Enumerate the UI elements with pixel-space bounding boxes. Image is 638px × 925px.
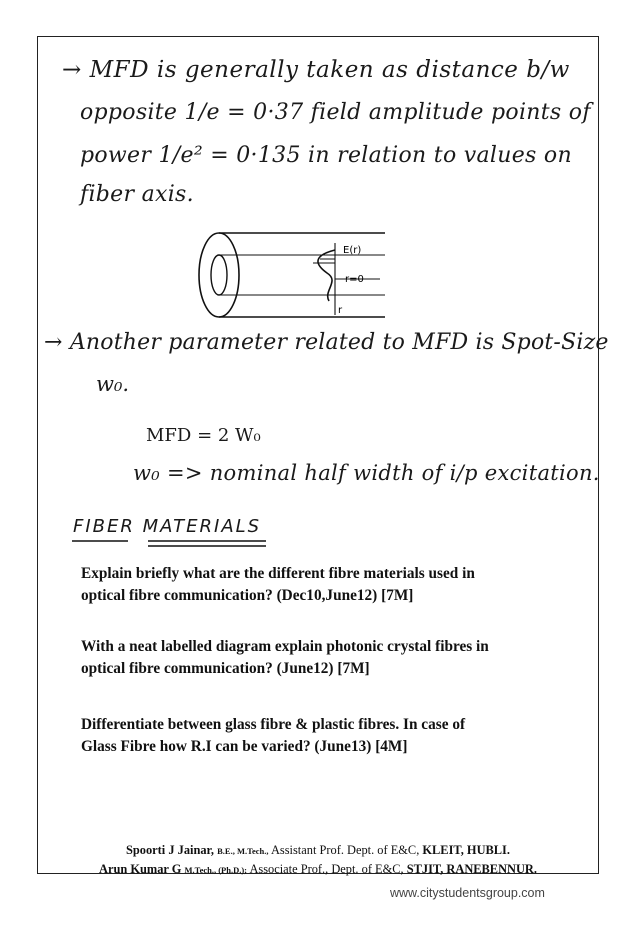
note-line-7: MFD = 2 W₀ [146, 425, 261, 446]
note-line-6: w₀. [96, 372, 130, 396]
footer-author-2 [37, 862, 599, 877]
author1-quals: B.E., M.Tech., [217, 846, 269, 856]
website-link[interactable]: www.citystudentsgroup.com [390, 886, 545, 900]
question-2: With a neat labelled diagram explain photonic crystal fibres in optical fibre communication? (June12) [7M] [81, 638, 489, 677]
author1-role: Assistant Prof. Dept. of E&C, [270, 843, 420, 857]
section-underline [70, 538, 270, 550]
fiber-end-outer [199, 233, 239, 317]
note-line-5: → Another parameter related to MFD is Spot-Size [44, 330, 609, 355]
fiber-end-inner [211, 255, 227, 295]
section-title: FIBER MATERIALS [73, 516, 262, 537]
question-1: Explain briefly what are the different fibre materials used in optical fibre communication? (Dec10,June12) [7M] [81, 565, 475, 604]
note-line-4: fiber axis. [80, 182, 194, 207]
note-line-1: → MFD is generally taken as distance b/w [62, 57, 570, 83]
author1-inst: KLEIT, HUBLI. [422, 843, 510, 857]
note-line-8: w₀ => nominal half width of i/p excitation. [133, 461, 600, 485]
note-line-2: opposite 1/e = 0·37 field amplitude points of [80, 100, 591, 125]
question-3: Differentiate between glass fibre & plastic fibres. In case of Glass Fibre how R.I can be varied? (June13) [4M] [81, 716, 466, 755]
label-r: r [338, 305, 343, 316]
field-profile-curve [318, 250, 335, 301]
field-arrows [313, 255, 335, 263]
author2-quals: M.Tech., (Ph.D.); [184, 865, 248, 875]
author1-name: Spoorti J Jainar, [126, 843, 215, 857]
fiber-field-diagram [195, 225, 415, 325]
author2-name: Arun Kumar G [99, 862, 182, 876]
label-r-zero: r=0 [345, 274, 364, 285]
author2-role: Associate Prof., Dept. of E&C, [249, 862, 404, 876]
footer-author-1 [37, 843, 599, 858]
author2-inst: STJIT, RANEBENNUR. [406, 862, 537, 876]
label-e-field: E(r) [343, 245, 362, 256]
note-line-3: power 1/e² = 0·135 in relation to values on [80, 143, 572, 168]
